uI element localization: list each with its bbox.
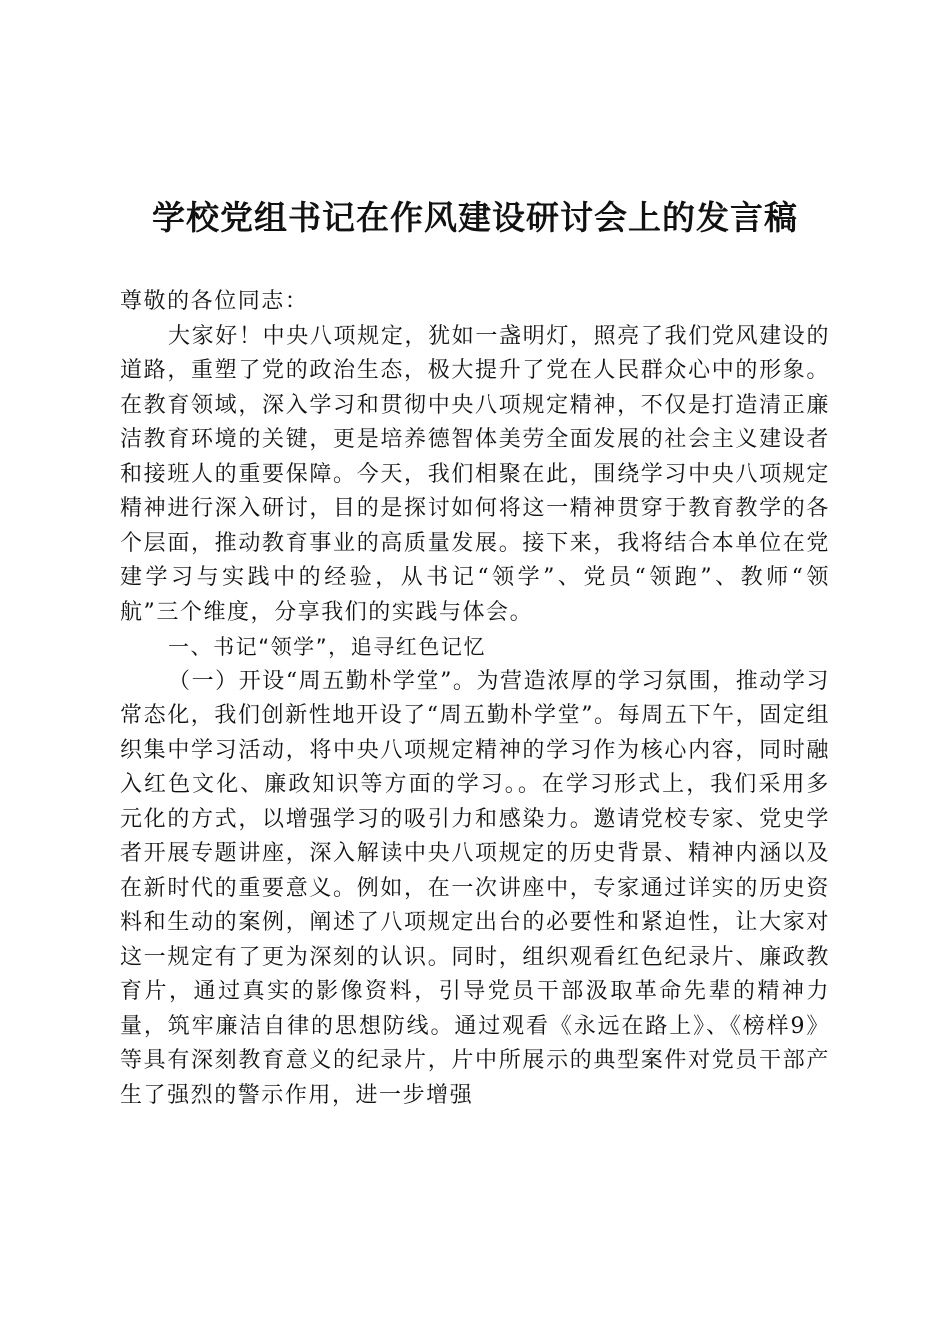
subsection-paragraph-1 [120,665,830,1114]
salutation: 尊敬的各位同志： [120,289,309,314]
document-title: 学校党组书记在作风建设研讨会上的发言稿 [152,198,798,237]
subsection-body: 为营造浓厚的学习氛围，推动学习常态化，我们创新性地开设了“周五勤朴学堂”。每周五下午，固定组织集中学习活动，将中央八项规定精神的学习作为核心内容，同时融入红色文化、廉政知识等方面的学习。。在学习形式上，我们采用多元化的方式，以增强学习的吸引力和感染力。邀请党校专家、党史学者开展专题讲座，深入解读中央八项规定的历史背景、精神内涵以及在新时代的重要意义。例如，在一次讲座中，专家通过详实的历史资料和生动的案例，阐述了八项规定出台的必要性和紧迫性，让大家对这一规定有了更为深刻的认识。同时，组织观看红色纪录片、廉政教育片，通过真实的影像资料，引导党员干部汲取革命先辈的精神力量，筑牢廉洁自律的思想防线。通过观看《永远在路上》、《榜样9》等具有深刻教育意义的纪录片，片中所展示的典型案件对党员干部产生了强烈的警示作用，进一步增强 [120,668,830,1108]
section-heading-1: 一、书记“领学”，追寻红色记忆 [168,635,487,659]
document-body [120,285,830,1113]
subsection-lead: （一）开设“周五勤朴学堂”。 [168,668,477,694]
intro-paragraph: 大家好！中央八项规定，犹如一盏明灯，照亮了我们党风建设的道路，重塑了党的政治生态，极大提升了党在人民群众心中的形象。在教育领域，深入学习和贯彻中央八项规定精神，不仅是打造清正廉洁教育环境的关键，更是培养德智体美劳全面发展的社会主义建设者和接班人的重要保障。今天，我们相聚在此，围绕学习中央八项规定精神进行深入研讨，目的是探讨如何将这一精神贯穿于教育教学的各个层面，推动教育事业的高质量发展。接下来，我将结合本单位在党建学习与实践中的经验，从书记“领学”、党员“领跑”、教师“领航”三个维度，分享我们的实践与体会。 [120,323,830,625]
